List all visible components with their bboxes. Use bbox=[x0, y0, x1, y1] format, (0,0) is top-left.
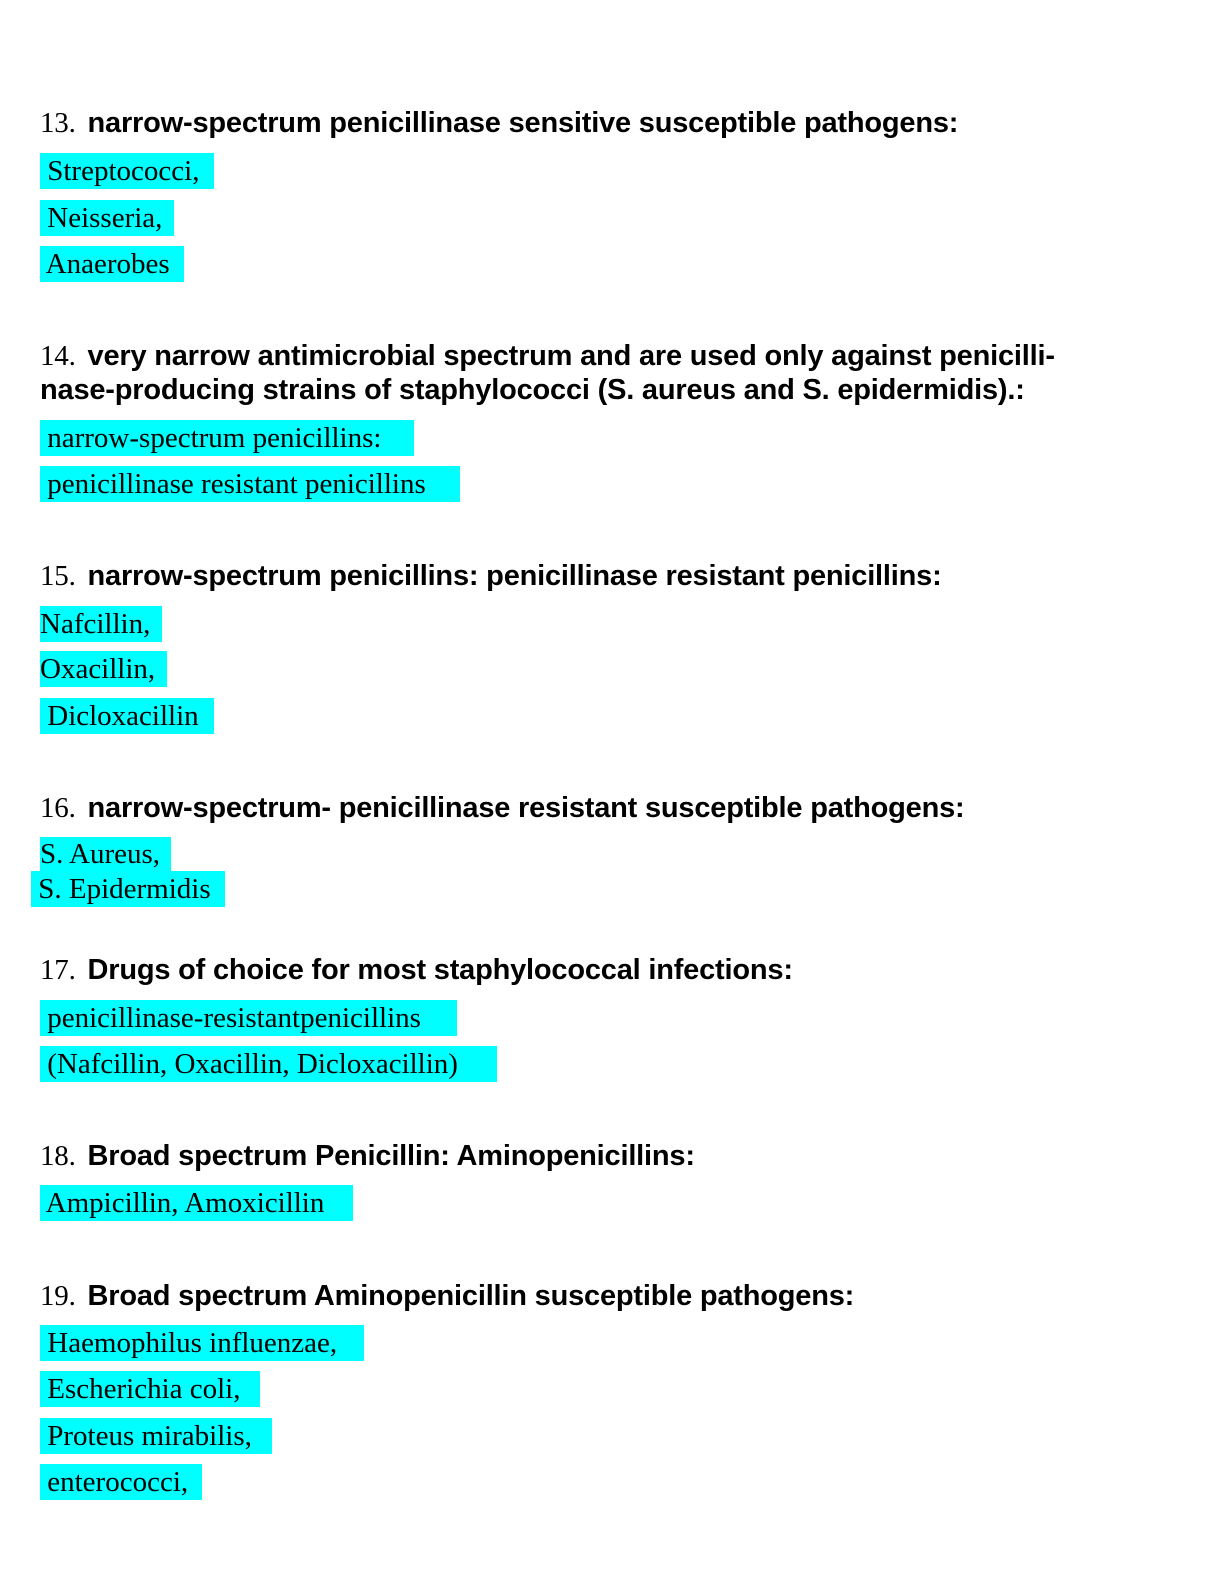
question-19-heading bbox=[40, 1279, 1190, 1313]
question-title: narrow-spectrum penicillins: penicillinase resistant penicillins: bbox=[87, 560, 942, 592]
answer-15-1: Nafcillin, bbox=[40, 606, 162, 642]
question-18 bbox=[40, 1139, 1190, 1173]
question-number: 15. bbox=[40, 560, 76, 592]
question-title-line-1: very narrow antimicrobial spectrum and are used only against penicilli- bbox=[87, 340, 1055, 372]
answer-15-3: Dicloxacillin bbox=[40, 698, 214, 734]
answer-13-1: Streptococci, bbox=[40, 153, 214, 189]
answer-17-2: (Nafcillin, Oxacillin, Dicloxacillin) bbox=[40, 1046, 497, 1082]
question-18-heading bbox=[40, 1139, 1190, 1173]
answer-16-1: S. Aureus, bbox=[40, 837, 171, 871]
answer-15-2: Oxacillin, bbox=[40, 651, 167, 687]
question-title: narrow-spectrum penicillinase sensitive susceptible pathogens: bbox=[87, 107, 959, 139]
question-number: 17. bbox=[40, 954, 76, 986]
answer-19-3: Proteus mirabilis, bbox=[40, 1418, 272, 1454]
question-16-heading bbox=[40, 791, 1190, 825]
question-title: narrow-spectrum- penicillinase resistant susceptible pathogens: bbox=[87, 792, 965, 824]
question-title-line-2: nase-producing strains of staphylococci (S. aureus and S. epidermidis).: bbox=[40, 374, 1025, 406]
question-title: Broad spectrum Penicillin: Aminopenicillins: bbox=[87, 1140, 695, 1172]
question-13-heading bbox=[40, 106, 1190, 140]
question-14-heading bbox=[40, 339, 1190, 407]
answer-13-3: Anaerobes bbox=[40, 246, 184, 282]
question-15-heading bbox=[40, 559, 1190, 593]
answer-17-1: penicillinase-resistantpenicillins bbox=[40, 1000, 457, 1036]
answer-19-4: enterococci, bbox=[40, 1464, 202, 1500]
answer-14-2: penicillinase resistant penicillins bbox=[40, 466, 460, 502]
answer-16-2: S. Epidermidis bbox=[31, 871, 225, 907]
question-title: Broad spectrum Aminopenicillin susceptible pathogens: bbox=[87, 1280, 855, 1312]
question-17-heading bbox=[40, 953, 1190, 987]
question-15 bbox=[40, 559, 1190, 593]
question-number: 16. bbox=[40, 792, 76, 824]
question-number: 14. bbox=[40, 340, 76, 372]
question-16 bbox=[40, 791, 1190, 825]
question-17 bbox=[40, 953, 1190, 987]
question-13 bbox=[40, 106, 1190, 140]
answer-18-1: Ampicillin, Amoxicillin bbox=[40, 1185, 353, 1221]
answer-13-2: Neisseria, bbox=[40, 200, 174, 236]
answer-19-2: Escherichia coli, bbox=[40, 1371, 260, 1407]
question-number: 18. bbox=[40, 1140, 76, 1172]
question-19 bbox=[40, 1279, 1190, 1313]
question-number: 13. bbox=[40, 107, 76, 139]
answer-14-1: narrow-spectrum penicillins: bbox=[40, 420, 414, 456]
question-14 bbox=[40, 339, 1190, 407]
question-number: 19. bbox=[40, 1280, 76, 1312]
question-title: Drugs of choice for most staphylococcal infections: bbox=[87, 954, 793, 986]
answer-19-1: Haemophilus influenzae, bbox=[40, 1325, 364, 1361]
